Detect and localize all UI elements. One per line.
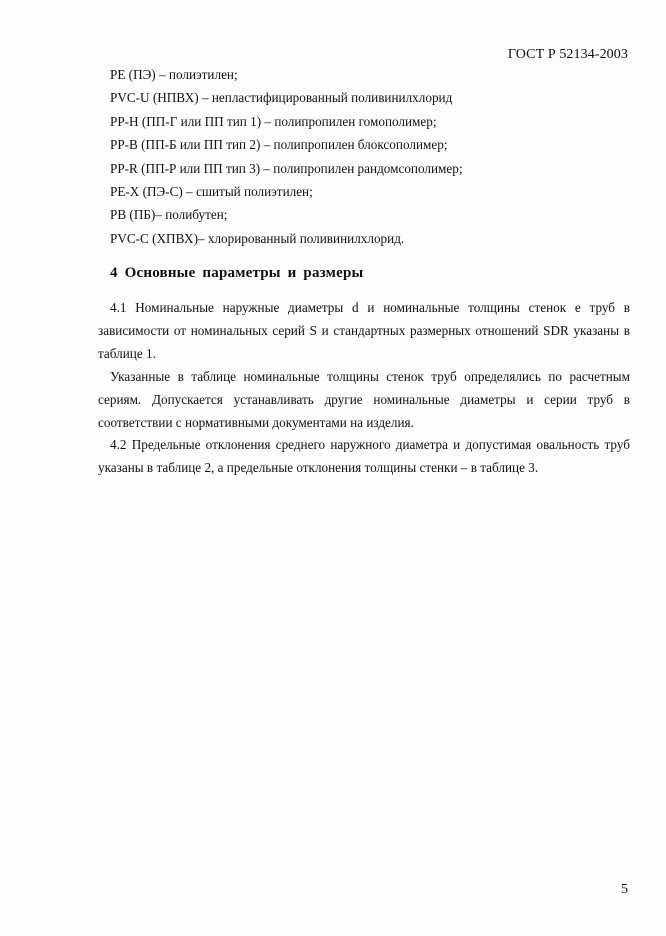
paragraph-4-2: 4.2 Предельные отклонения среднего наружного диаметра и допустимая овальность труб указаны в таблице 2, а предельные отклонения толщины стенки – в таблице 3. — [98, 437, 630, 475]
abbreviation-item: PP-B (ПП-Б или ПП тип 2) – полипропилен блоксополимер; — [110, 137, 448, 153]
abbreviation-item: PVC-U (НПВХ) – непластифицированный поливинилхлорид — [110, 90, 453, 106]
abbreviation-item: PE-X (ПЭ-С) – сшитый полиэтилен; — [110, 183, 313, 199]
abbreviation-item: PE (ПЭ) – полиэтилен; — [110, 67, 238, 82]
abbreviation-item: PP-R (ПП-Р или ПП тип 3) – полипропилен рандомсополимер; — [110, 160, 463, 176]
abbreviation-item: PB (ПБ)– полибутен; — [110, 207, 228, 223]
abbreviation-item: PVC-C (ХПВХ)– хлорированный поливинилхлорид. — [110, 230, 405, 246]
paragraph-note: Указанные в таблице номинальные толщины стенок труб определялись по расчетным сериям. Допускается устанавливать другие номинальные диаметры и серии труб в соответствии с нормативными документами на изделия. — [98, 369, 630, 430]
abbreviation-item: PP-H (ПП-Г или ПП тип 1) – полипропилен гомополимер; — [110, 113, 437, 129]
section-title: 4 Основные параметры и размеры — [110, 265, 364, 281]
paragraph-4-1: 4.1 Номинальные наружные диаметры d и номинальные толщины стенок e труб в зависимости от номинальных серий S и стандартных размерных отношений SDR указаны в таблице 1. — [98, 300, 630, 361]
page-number: 5 — [621, 882, 628, 897]
abbreviation-list — [110, 66, 630, 253]
standard-header: ГОСТ Р 52134-2003 — [507, 47, 628, 62]
